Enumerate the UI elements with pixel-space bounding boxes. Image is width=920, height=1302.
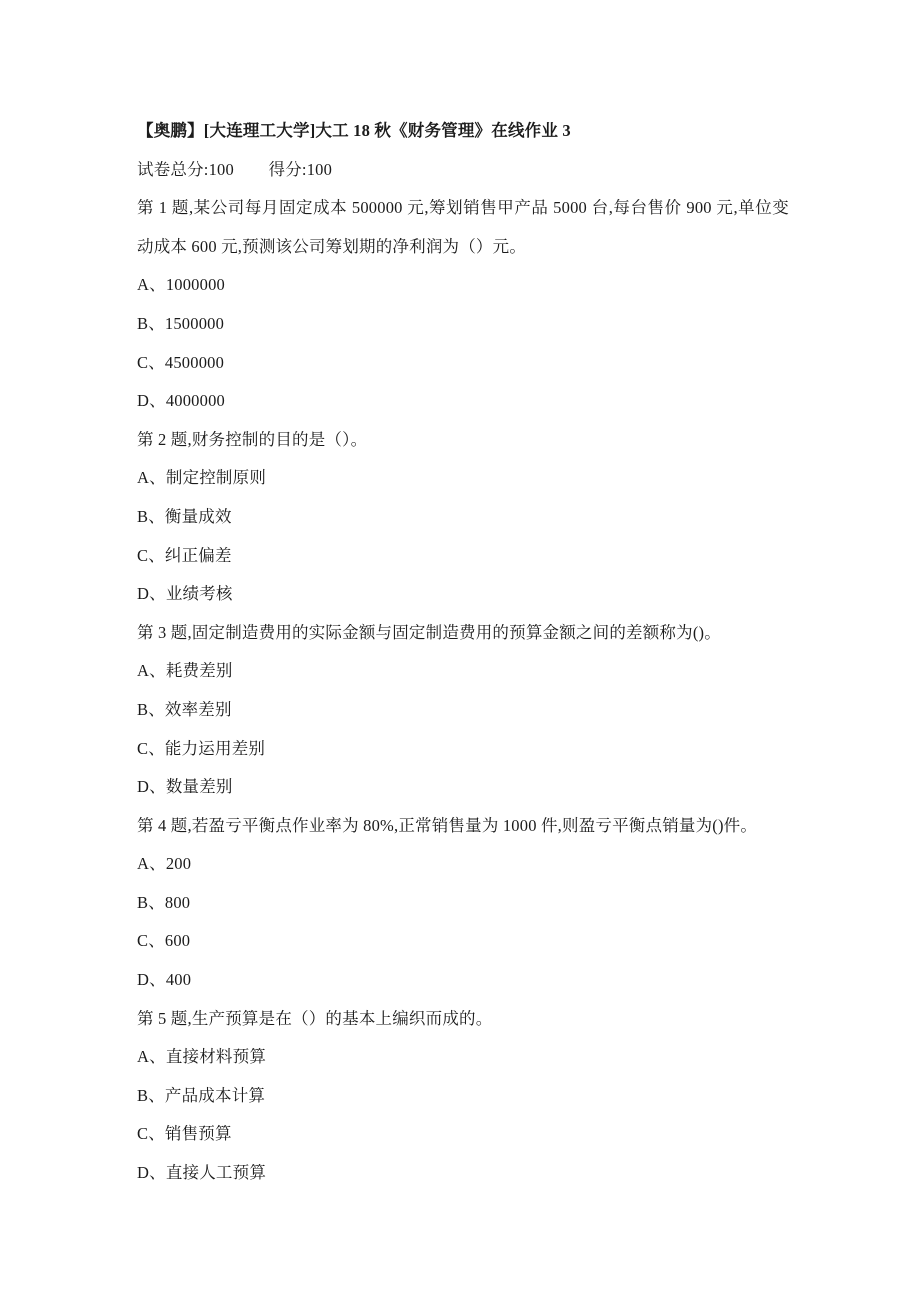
question-option: B、800 [137, 892, 191, 912]
question-option: C、纠正偏差 [137, 545, 232, 565]
document-body [137, 112, 789, 1193]
question-stem: 第 2 题,财务控制的目的是（）。 [137, 429, 368, 449]
question-stem: 第 1 题,某公司每月固定成本 500000 元,筹划销售甲产品 5000 台,每台售价 900 元,单位变动成本 600 元,预测该公司筹划期的净利润为（）元。 [137, 198, 789, 256]
question-option: B、产品成本计算 [137, 1085, 266, 1105]
question-option: D、400 [137, 970, 192, 990]
question-option: C、600 [137, 931, 191, 951]
question-stem: 第 5 题,生产预算是在（）的基本上编织而成的。 [137, 1008, 493, 1028]
question-option: C、4500000 [137, 352, 225, 372]
question-block-4 [137, 807, 789, 1000]
question-option: C、销售预算 [137, 1124, 232, 1144]
question-option: B、1500000 [137, 313, 225, 333]
question-option: B、效率差别 [137, 699, 232, 719]
question-block-1 [137, 189, 789, 421]
score-summary: 试卷总分:100 得分:100 [137, 159, 333, 179]
question-option: A、1000000 [137, 275, 225, 295]
question-stem: 第 3 题,固定制造费用的实际金额与固定制造费用的预算金额之间的差额称为()。 [137, 622, 721, 642]
question-block-2 [137, 421, 789, 614]
question-option: A、制定控制原则 [137, 468, 267, 488]
document-title: 【奥鹏】[大连理工大学]大工 18 秋《财务管理》在线作业 3 [137, 121, 571, 140]
question-stem: 第 4 题,若盈亏平衡点作业率为 80%,正常销售量为 1000 件,则盈亏平衡点销量为()件。 [137, 815, 758, 835]
question-option: A、耗费差别 [137, 661, 233, 681]
question-option: B、衡量成效 [137, 506, 232, 526]
question-option: D、直接人工预算 [137, 1163, 267, 1183]
question-option: D、数量差别 [137, 777, 233, 797]
question-option: A、200 [137, 854, 192, 874]
question-block-3 [137, 614, 789, 807]
question-option: D、4000000 [137, 391, 225, 411]
question-block-5 [137, 1000, 789, 1193]
question-option: A、直接材料预算 [137, 1047, 267, 1067]
question-option: C、能力运用差别 [137, 738, 266, 758]
question-option: D、业绩考核 [137, 584, 233, 604]
